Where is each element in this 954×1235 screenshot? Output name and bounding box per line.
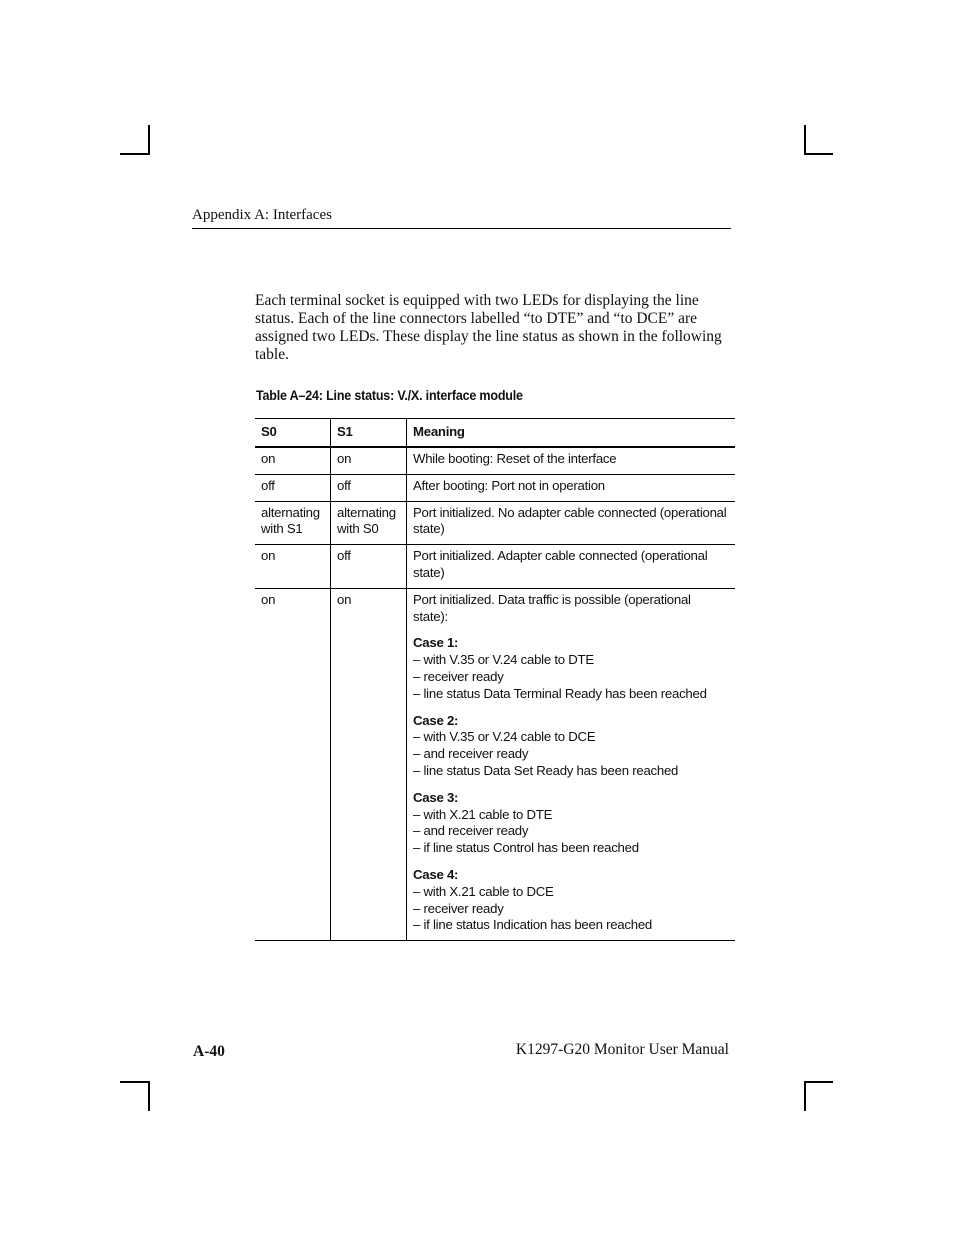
case-line: – and receiver ready [413,746,529,762]
case-title: Case 3: [413,789,459,805]
meaning-intro: Port initialized. Data traffic is possible (operational state): [413,591,691,624]
cell-meaning: After booting: Port not in operation [407,474,736,501]
crop-mark-bottom-right-horizontal [804,1081,833,1083]
cell-s0: on [261,591,276,607]
case-title: Case 4: [413,866,459,882]
case-line: – and receiver ready [413,823,529,839]
case-block [413,867,729,934]
case-line: – with V.35 or V.24 cable to DTE [413,652,594,668]
crop-mark-bottom-right-vertical [804,1081,806,1111]
cell-s0: alternating with S1 [261,504,320,537]
cell-s0: off [261,477,275,493]
cell-s0: on [261,548,276,564]
case-title: Case 1: [413,635,459,651]
crop-mark-top-left-vertical [148,125,150,155]
column-header-s1: S1 [331,419,407,448]
cell-s1: alternating with S0 [331,501,407,545]
table-row [255,545,735,589]
case-line: – receiver ready [413,668,504,684]
table-row [255,447,735,474]
cell-meaning [407,588,736,940]
table-row [255,501,735,545]
line-status-table [255,418,735,941]
case-line: – receiver ready [413,900,504,916]
case-line: – line status Data Set Ready has been reached [413,762,679,778]
crop-mark-top-right-vertical [804,125,806,155]
crop-mark-bottom-left-horizontal [120,1081,150,1083]
crop-mark-bottom-left-vertical [148,1081,150,1111]
column-header-meaning: Meaning [407,419,736,448]
case-line: – with X.21 cable to DTE [413,806,553,822]
column-header-s0: S0 [261,424,277,440]
table-row [255,474,735,501]
case-line: – with X.21 cable to DCE [413,883,554,899]
case-line: – with V.35 or V.24 cable to DCE [413,729,596,745]
cell-s1: on [331,447,407,474]
case-block [413,635,729,702]
cell-meaning: While booting: Reset of the interface [407,447,736,474]
case-line: – line status Data Terminal Ready has been reached [413,685,707,701]
crop-mark-top-right-horizontal [804,153,833,155]
case-block [413,790,729,857]
crop-mark-top-left-horizontal [120,153,150,155]
cell-s1: off [331,545,407,589]
table-row [255,588,735,940]
intro-paragraph: Each terminal socket is equipped with two LEDs for displaying the line status. Each of the line connectors labelled “to DTE” and “to DCE” are assigned two LEDs. These display the line status as shown in the following table. [255,292,722,363]
case-line: – if line status Indication has been reached [413,917,652,933]
cell-s0: on [261,451,276,466]
cell-s1: off [331,474,407,501]
case-block [413,713,729,780]
case-title: Case 2: [413,712,459,728]
cell-meaning: Port initialized. No adapter cable connected (operational state) [407,501,736,545]
header-rule [192,228,731,229]
case-line: – if line status Control has been reached [413,840,639,856]
running-header: Appendix A: Interfaces [192,207,332,223]
page-number: A-40 [193,1043,225,1060]
cell-meaning: Port initialized. Adapter cable connected (operational state) [407,545,736,589]
table-header-row [255,419,735,448]
manual-title: K1297-G20 Monitor User Manual [515,1041,729,1058]
cell-s1: on [331,588,407,940]
table-caption: Table A–24: Line status: V./X. interface module [256,388,523,403]
